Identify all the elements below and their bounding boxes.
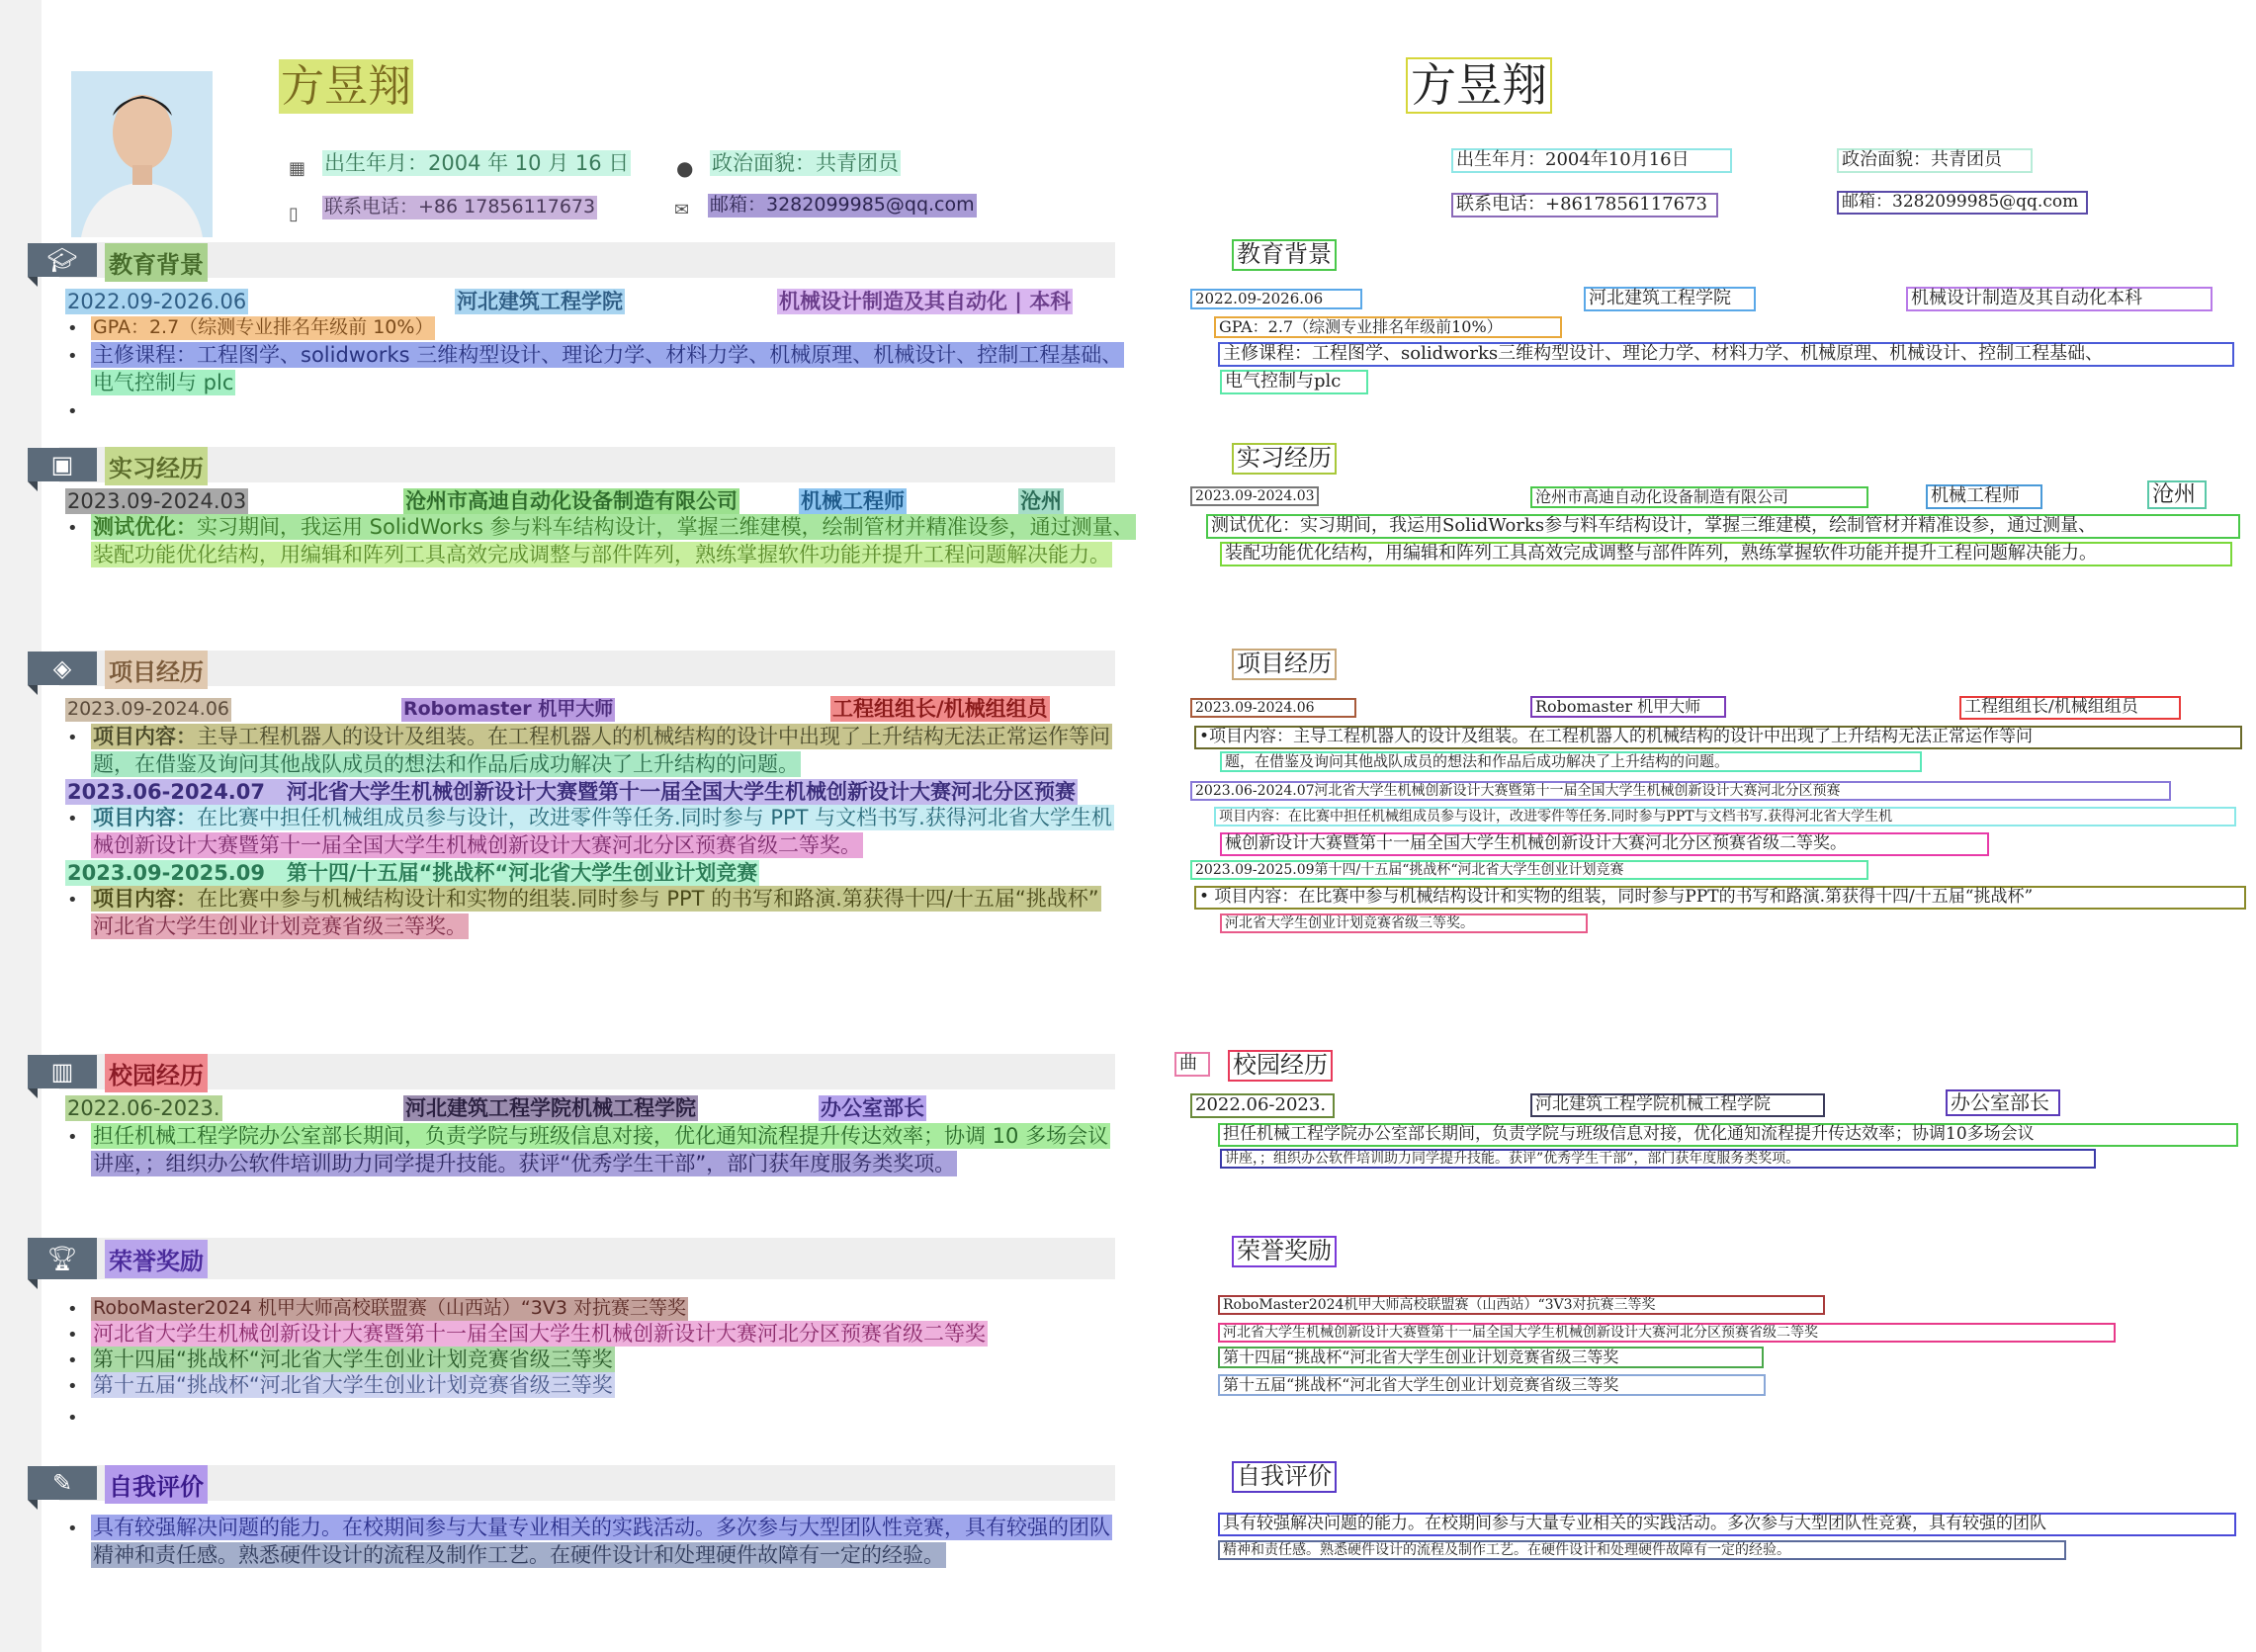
section-bar-project	[59, 651, 1115, 686]
calendar-icon: ▦	[289, 158, 306, 179]
section-tab-project	[28, 652, 97, 685]
project1-line1	[91, 724, 1112, 749]
r-birth: 出生年月：2004年10月16日	[1451, 148, 1732, 173]
r-p2-head: 2023.06-2024.07河北省大学生机械创新设计大赛暨第十一届全国大学生机械创新设计大赛河北分区预赛	[1190, 781, 2171, 801]
project3-text: 在比赛中参与机械结构设计和实物的组装.同时参与 PPT 的书写和路演.第获得十四/十五届“挑战杯”	[197, 887, 1099, 911]
r-campus-icon: 曲	[1174, 1052, 1210, 1077]
project1-role: 工程组组长/机械组组员	[832, 697, 1048, 721]
graduation-cap-icon: 🎓︎	[46, 246, 78, 274]
project2-name: 河北省大学生机械创新设计大赛暨第十一届全国大学生机械创新设计大赛河北分区预赛	[286, 780, 1076, 804]
project2-line1	[91, 805, 1114, 830]
section-title-campus: 校园经历	[105, 1054, 208, 1092]
project1-line2: 题，在借鉴及询问其他战队成员的想法和作品后成功解决了上升结构的问题。	[93, 752, 799, 776]
edu-courses-2: 电气控制与 plc	[93, 371, 234, 394]
project3-name: 第十四/十五届“挑战杯“河北省大学生创业计划竞赛	[286, 861, 758, 885]
section-title-self: 自我评价	[105, 1465, 208, 1504]
campus-line1: 担任机械工程学院办公室部长期间，负责学院与班级信息对接，优化通知流程提升传达效率；协调 10 多场会议	[93, 1124, 1109, 1148]
project2-date: 2023.06-2024.07	[67, 780, 266, 804]
r-intern-role: 机械工程师	[1926, 484, 2042, 509]
r-edu-school: 河北建筑工程学院	[1584, 287, 1756, 311]
r-self-title: 自我评价	[1232, 1461, 1337, 1493]
r-campus-org: 河北建筑工程学院机械工程学院	[1530, 1093, 1825, 1117]
project3-line2: 河北省大学生创业计划竞赛省级三等奖。	[93, 914, 467, 938]
campus-org: 河北建筑工程学院机械工程学院	[405, 1096, 696, 1120]
section-tab-honors	[28, 1238, 97, 1279]
project2-label: 项目内容：	[93, 806, 197, 829]
bullet-dot: •	[67, 1299, 78, 1320]
r-campus-2: 讲座，；组织办公软件培训助力同学提升技能。获评”优秀学生干部”，部门获年度服务类奖项。	[1220, 1149, 2096, 1169]
bullet-dot: •	[67, 1325, 78, 1346]
r-name: 方昱翔	[1406, 57, 1552, 114]
campus-date: 2022.06-2023.	[67, 1096, 220, 1120]
r-self-1: 具有较强解决问题的能力。在校期间参与大量专业相关的实践活动。多次参与大型团队性竞赛，具有较强的团队	[1218, 1513, 2236, 1536]
section-bar-honors	[59, 1238, 1115, 1279]
r-edu-gpa: GPA：2.7（综测专业排名年级前10%）	[1214, 316, 1562, 338]
self-line1: 具有较强解决问题的能力。在校期间参与大量专业相关的实践活动。多次参与大型团队性竞赛，具有较强的团队	[93, 1516, 1110, 1539]
project2-line2: 械创新设计大赛暨第十一届全国大学生机械创新设计大赛河北分区预赛省级二等奖。	[93, 833, 861, 857]
r-honor-4: 第十五届“挑战杯“河北省大学生创业计划竞赛省级三等奖	[1218, 1374, 1766, 1396]
edu-major: 机械设计制造及其自动化 | 本科	[779, 290, 1072, 313]
section-bar-education	[59, 242, 1115, 278]
section-bar-campus	[59, 1054, 1115, 1089]
project2-heading	[65, 779, 1078, 805]
r-proj-title: 项目经历	[1232, 649, 1337, 680]
campus-line2: 讲座，；组织办公软件培训助力同学提升技能。获评“优秀学生干部”，部门获年度服务类奖项。	[93, 1152, 956, 1175]
phone-icon: ▯	[289, 204, 299, 224]
r-campus-date: 2022.06-2023.	[1190, 1093, 1335, 1118]
section-title-honors: 荣誉奖励	[105, 1240, 208, 1278]
r-honor-1: RoboMaster2024机甲大师高校联盟赛（山西站）“3V3对抗赛三等奖	[1218, 1295, 1825, 1315]
r-honor-2: 河北省大学生机械创新设计大赛暨第十一届全国大学生机械创新设计大赛河北分区预赛省级二等奖	[1218, 1323, 2116, 1343]
section-bar-internship	[59, 447, 1115, 482]
project3-line1	[91, 886, 1101, 912]
profile-photo	[71, 71, 213, 237]
r-edu-courses-2: 电气控制与plc	[1220, 370, 1368, 394]
r-campus-role: 办公室部长	[1946, 1089, 2060, 1116]
bullet-dot: •	[67, 346, 78, 367]
bullet-dot: •	[67, 1127, 78, 1148]
self-line2: 精神和责任感。熟悉硬件设计的流程及制作工艺。在硬件设计和处理硬件故障有一定的经验。	[93, 1543, 944, 1567]
phone-number: 联系电话：+86 17856117673	[324, 196, 596, 217]
layers-icon: ◈	[52, 654, 72, 682]
bullet-dot: •	[67, 518, 78, 539]
honor-4: 第十五届“挑战杯“河北省大学生创业计划竞赛省级三等奖	[93, 1373, 613, 1397]
r-p1-role: 工程组组长/机械组组员	[1959, 696, 2181, 720]
intern-desc-label: 测试优化：	[93, 515, 197, 539]
project3-date: 2023.09-2025.09	[67, 861, 266, 885]
r-p3-head: 2023.09-2025.09第十四/十五届“挑战杯“河北省大学生创业计划竞赛	[1190, 860, 1868, 880]
r-intern-date: 2023.09-2024.03	[1190, 486, 1319, 506]
intern-desc-text: 实习期间，我运用 SolidWorks 参与料车结构设计，掌握三维建模，绘制管材并精准设参，通过测量、	[197, 515, 1134, 539]
bullet-dot: •	[67, 1519, 78, 1539]
section-title-internship: 实习经历	[105, 447, 208, 485]
r-campus-title: 校园经历	[1228, 1050, 1333, 1082]
r-p1-line2: 题，在借鉴及询问其他战队成员的想法和作品后成功解决了上升结构的问题。	[1220, 751, 1922, 772]
r-p2-line2: 械创新设计大赛暨第十一届全国大学生机械创新设计大赛河北分区预赛省级二等奖。	[1220, 832, 1989, 856]
project2-text: 在比赛中担任机械组成员参与设计，改进零件等任务.同时参与 PPT 与文档书写.获得河北省大学生机	[197, 806, 1112, 829]
section-tab-self	[28, 1466, 97, 1500]
r-phone: 联系电话：+8617856117673	[1451, 193, 1718, 217]
r-intern-2: 装配功能优化结构，用编辑和阵列工具高效完成调整与部件阵列，熟练掌握软件功能并提升工程问题解决能力。	[1220, 542, 2232, 566]
person-photo-icon	[71, 71, 213, 237]
campus-role: 办公室部长	[821, 1096, 924, 1120]
honor-1: RoboMaster2024 机甲大师高校联盟赛（山西站）“3V3 对抗赛三等奖	[93, 1297, 686, 1319]
bullet-dot: •	[67, 401, 78, 422]
intern-role: 机械工程师	[801, 489, 905, 513]
r-politics: 政治面貌：共青团员	[1837, 148, 2033, 173]
edu-school: 河北建筑工程学院	[457, 290, 623, 313]
r-edu-date: 2022.09-2026.06	[1190, 289, 1362, 309]
edit-icon: ✎	[51, 1469, 73, 1497]
section-tab-internship	[28, 448, 97, 481]
r-p1-name: Robomaster 机甲大师	[1530, 696, 1726, 718]
mail-icon: ✉	[674, 200, 690, 220]
r-p1-date: 2023.09-2024.06	[1190, 698, 1356, 718]
resume-name: 方昱翔	[281, 61, 411, 112]
edu-gpa: GPA：2.7（综测专业排名年级前 10%）	[93, 316, 434, 338]
bullet-dot: •	[67, 1376, 78, 1397]
bullet-dot: •	[67, 1408, 78, 1429]
section-title-project: 项目经历	[105, 651, 208, 689]
r-p3-line1: • 项目内容：在比赛中参与机械结构设计和实物的组装，同时参与PPT的书写和路演.第获得十四/十五届“挑战杯”	[1194, 886, 2246, 910]
r-edu-courses-1: 主修课程：工程图学、solidworks三维构型设计、理论力学、材料力学、机械原理、机械设计、控制工程基础、	[1218, 342, 2234, 367]
r-intern-title: 实习经历	[1232, 443, 1337, 475]
section-tab-campus	[28, 1055, 97, 1088]
project3-heading	[65, 860, 759, 886]
section-title-education: 教育背景	[105, 243, 208, 282]
r-intern-1: 测试优化：实习期间，我运用SolidWorks参与料车结构设计，掌握三维建模，绘制管材并精准设参，通过测量、	[1206, 514, 2240, 539]
edu-courses-1: 主修课程：工程图学、solidworks 三维构型设计、理论力学、材料力学、机械原理、机械设计、控制工程基础、	[93, 343, 1123, 367]
email-address: 邮箱：3282099985@qq.com	[710, 194, 975, 216]
trophy-icon: 🏆︎	[46, 1245, 78, 1272]
project3-label: 项目内容：	[93, 887, 197, 911]
birth-date: 出生年月：2004 年 10 月 16 日	[324, 151, 630, 175]
r-edu-title: 教育背景	[1232, 239, 1337, 271]
intern-company: 沧州市高迪自动化设备制造有限公司	[405, 489, 738, 513]
r-email: 邮箱：3282099985@qq.com	[1837, 191, 2088, 215]
section-tab-education	[28, 243, 97, 277]
building-icon: ▥	[50, 1058, 74, 1086]
intern-date: 2023.09-2024.03	[67, 489, 247, 513]
honor-2: 河北省大学生机械创新设计大赛暨第十一届全国大学生机械创新设计大赛河北分区预赛省级二等奖	[93, 1322, 986, 1346]
intern-city: 沧州	[1020, 489, 1062, 513]
r-intern-city: 沧州	[2147, 480, 2207, 509]
political-status: 政治面貌：共青团员	[712, 151, 899, 175]
r-honor-3: 第十四届“挑战杯“河北省大学生创业计划竞赛省级三等奖	[1218, 1347, 1764, 1368]
project1-date: 2023.09-2024.06	[67, 698, 229, 720]
project1-name: Robomaster 机甲大师	[403, 698, 614, 720]
project1-label: 项目内容：	[93, 725, 197, 748]
r-honors-title: 荣誉奖励	[1232, 1236, 1337, 1267]
r-intern-company: 沧州市高迪自动化设备制造有限公司	[1530, 486, 1868, 508]
section-bar-self	[59, 1465, 1115, 1501]
bullet-dot: •	[67, 1350, 78, 1371]
r-p2-line1: 项目内容：在比赛中担任机械组成员参与设计，改进零件等任务.同时参与PPT与文档书写.获得河北省大学生机	[1214, 807, 2236, 826]
edu-date: 2022.09-2026.06	[67, 290, 247, 313]
bullet-dot: •	[67, 318, 78, 339]
bullet-dot: •	[67, 728, 78, 748]
honor-3: 第十四届“挑战杯“河北省大学生创业计划竞赛省级三等奖	[93, 1348, 613, 1371]
r-p1-line1: •项目内容：主导工程机器人的设计及组装。在工程机器人的机械结构的设计中出现了上升结构无法正常运作等问	[1194, 726, 2242, 749]
r-self-2: 精神和责任感。熟悉硬件设计的流程及制作工艺。在硬件设计和处理硬件故障有一定的经验。	[1218, 1540, 2066, 1560]
person-icon: ●	[676, 156, 694, 180]
r-p3-line2: 河北省大学生创业计划竞赛省级三等奖。	[1220, 913, 1588, 933]
r-campus-1: 担任机械工程学院办公室部长期间，负责学院与班级信息对接，优化通知流程提升传达效率；协调10多场会议	[1218, 1123, 2238, 1147]
bullet-dot: •	[67, 890, 78, 911]
bullet-dot: •	[67, 809, 78, 829]
briefcase-icon: ▣	[50, 451, 74, 478]
project1-text: 主导工程机器人的设计及组装。在工程机器人的机械结构的设计中出现了上升结构无法正常运作等问	[197, 725, 1110, 748]
intern-desc-1	[91, 514, 1136, 540]
r-edu-major: 机械设计制造及其自动化本科	[1906, 287, 2213, 311]
intern-desc-2: 装配功能优化结构，用编辑和阵列工具高效完成调整与部件阵列，熟练掌握软件功能并提升工程问题解决能力。	[93, 543, 1110, 566]
